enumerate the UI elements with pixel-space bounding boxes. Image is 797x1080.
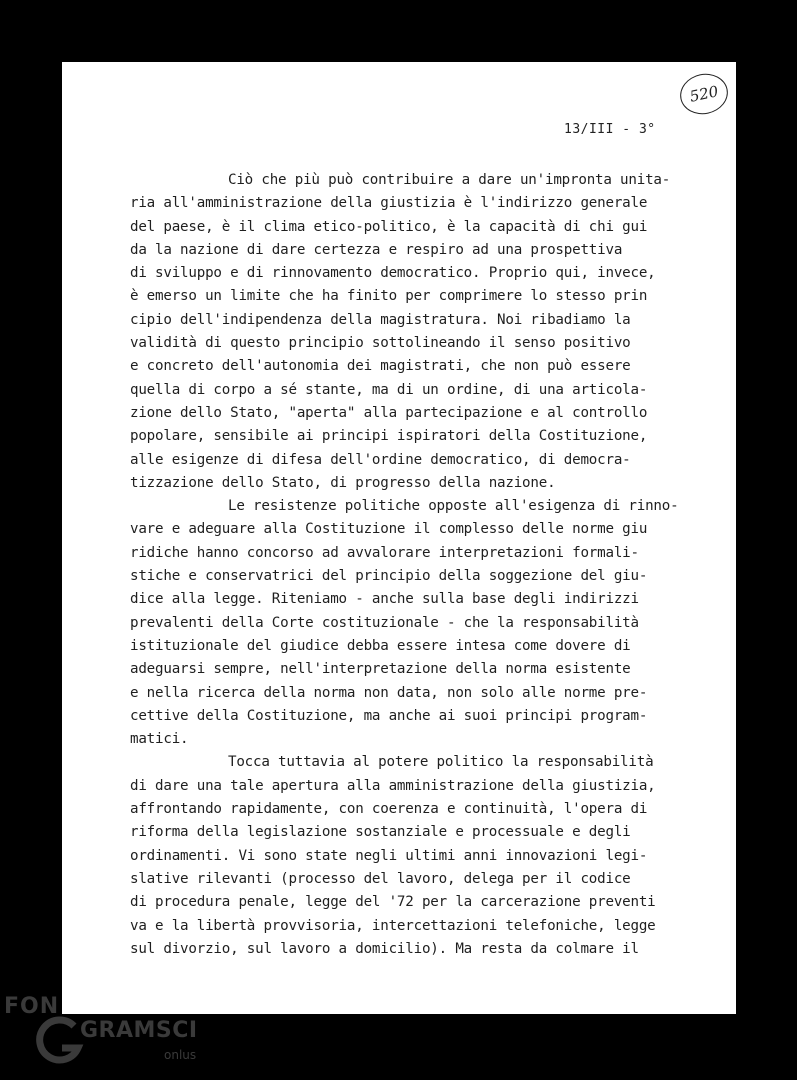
text-line: da la nazione di dare certezza e respiro ad una prospettiva	[130, 241, 623, 258]
text-line: ordinamenti. Vi sono state negli ultimi anni innovazioni legi-	[130, 847, 648, 864]
text-line: Ciò che più può contribuire a dare un'impronta unita-	[228, 172, 671, 188]
logo-text-fon: FON	[4, 994, 60, 1019]
text-line: istituzionale del giudice debba essere intesa come dovere di	[130, 637, 631, 654]
text-line: Le resistenze politiche opposte all'esigenza di rinno-	[228, 498, 679, 515]
text-line: e nella ricerca della norma non data, non solo alle norme pre-	[130, 684, 648, 701]
text-line: cipio dell'indipendenza della magistratura. Noi ribadiamo la	[130, 311, 631, 328]
text-line: vare e adeguare alla Costituzione il complesso delle norme giu	[130, 521, 648, 538]
text-line: quella di corpo a sé stante, ma di un ordine, di una articola-	[130, 381, 648, 398]
text-line: di procedura penale, legge del '72 per la carcerazione preventi	[130, 894, 656, 911]
text-line: popolare, sensibile ai principi ispiratori della Costituzione,	[130, 428, 648, 445]
text-line: e concreto dell'autonomia dei magistrati, che non può essere	[130, 358, 631, 375]
text-line: di dare una tale apertura alla amministrazione della giustizia,	[130, 777, 656, 794]
document-page	[62, 62, 736, 1014]
text-line: dice alla legge. Riteniamo - anche sulla base degli indirizzi	[130, 591, 639, 608]
text-line: validità di questo principio sottolineando il senso positivo	[130, 335, 631, 352]
text-line: ridiche hanno concorso ad avvalorare interpretazioni formali-	[130, 544, 639, 561]
logo-text-onlus: onlus	[164, 1048, 197, 1062]
text-line: va e la libertà provvisoria, intercettazioni telefoniche, legge	[130, 917, 656, 934]
text-line: è emerso un limite che ha finito per comprimere lo stesso prin	[130, 288, 648, 305]
fondazione-gramsci-logo	[0, 990, 200, 1070]
document-body	[130, 169, 720, 961]
text-line: del paese, è il clima etico-politico, è la capacità di chi gui	[130, 218, 648, 235]
page-reference: 13/III - 3°	[564, 122, 656, 137]
text-line: stiche e conservatrici del principio della soggezione del giu-	[130, 568, 648, 585]
text-line: affrontando rapidamente, con coerenza e continuità, l'opera di	[130, 801, 648, 818]
text-line: prevalenti della Corte costituzionale - che la responsabilità	[130, 614, 639, 631]
text-line: di sviluppo e di rinnovamento democratico. Proprio qui, invece,	[130, 265, 656, 282]
text-line: ria all'amministrazione della giustizia è l'indirizzo generale	[130, 195, 648, 212]
text-line: riforma della legislazione sostanziale e processuale e degli	[130, 824, 631, 841]
text-line: Tocca tuttavia al potere politico la responsabilità	[228, 754, 654, 771]
stamp-number: 520	[688, 82, 720, 106]
text-line: sul divorzio, sul lavoro a domicilio). Ma resta da colmare il	[130, 940, 639, 957]
archive-stamp	[676, 69, 731, 118]
text-line: cettive della Costituzione, ma anche ai suoi principi program-	[130, 707, 648, 724]
logo-text-gramsci: GRAMSCI	[80, 1018, 198, 1043]
text-line: tizzazione dello Stato, di progresso della nazione.	[130, 474, 556, 491]
text-line: zione dello Stato, "aperta" alla partecipazione e al controllo	[130, 404, 648, 421]
text-line: alle esigenze di difesa dell'ordine democratico, di democra-	[130, 451, 631, 468]
text-line: slative rilevanti (processo del lavoro, delega per il codice	[130, 870, 631, 887]
text-line: matici.	[130, 731, 189, 748]
text-line: adeguarsi sempre, nell'interpretazione della norma esistente	[130, 661, 631, 678]
